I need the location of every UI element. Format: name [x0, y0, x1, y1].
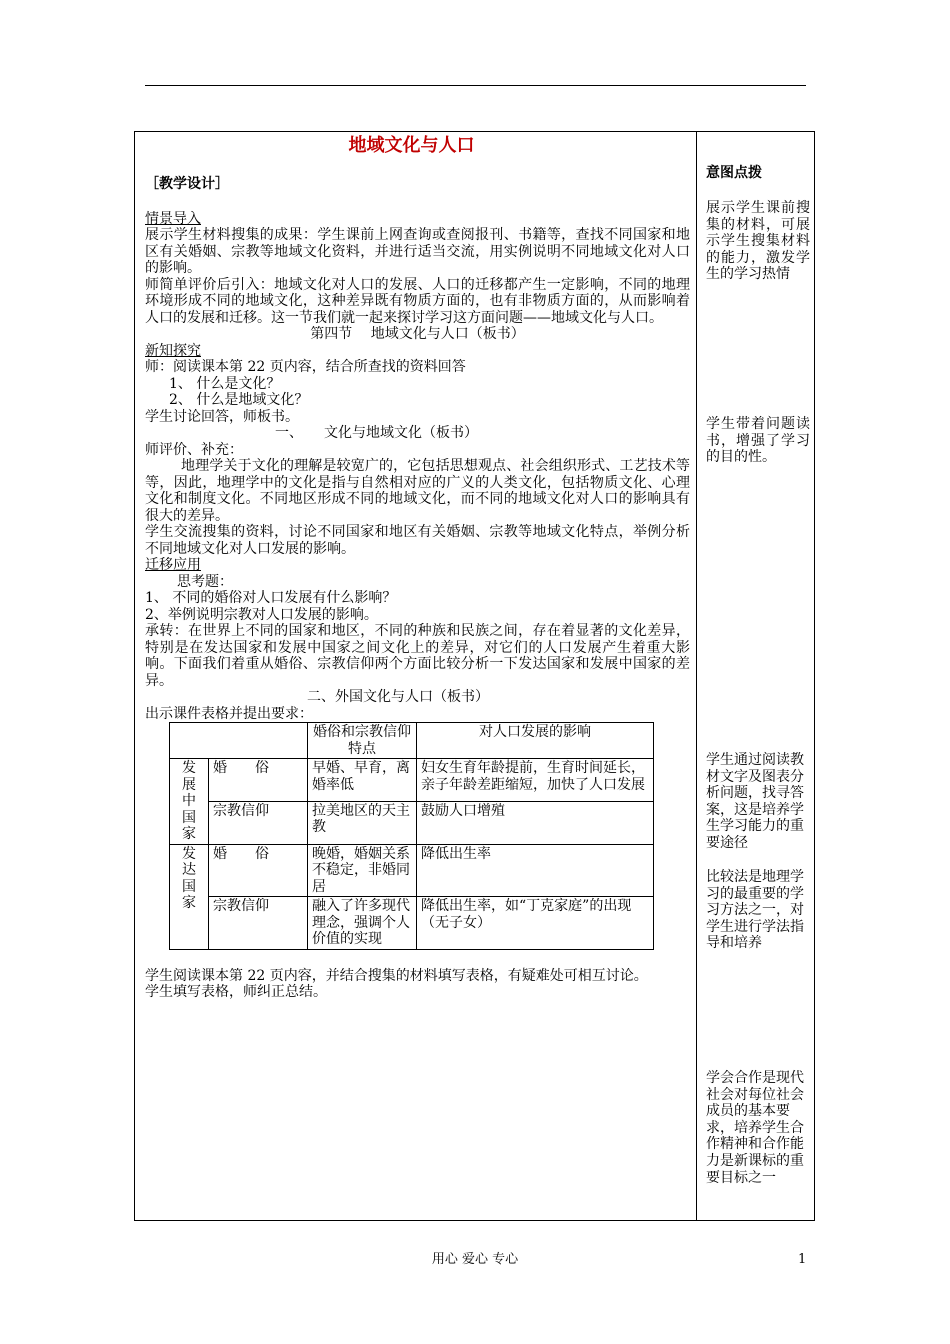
- row-impact: 降低出生率: [417, 844, 654, 897]
- apply-heading: 迁移应用: [145, 557, 201, 573]
- board-title-4: 第四节 地域文化与人口（板书）: [310, 326, 525, 342]
- section-label: ［教学设计］: [145, 176, 229, 192]
- explore-paragraph-4: 地理学关于文化的理解是较宽广的，它包括思想观点、社会组织形式、工艺技术等等，因此，地理学中的文化是指与自然相对应的广义的人类文化，包括物质文化、心理文化和制度文化。不同地区形成不同的地域文化，而不同的地域文化对人口的影响具有很大的差异。: [145, 458, 690, 524]
- row-label: 婚 俗: [209, 844, 308, 897]
- row-feature: 早婚、早育，离婚率低: [308, 759, 417, 802]
- footer-slogan: 用心 爱心 专心: [431, 1252, 519, 1267]
- intro-paragraph-2: 师简单评价后引入：地域文化对人口的发展、人口的迁移都产生一定影响，不同的地理环境形成不同的地域文化，这种差异既有物质方面的，也有非物质方面的，从而影响着人口的发展和迁移。这一节我们就一起来探讨学习这方面问题——地域文化与人口。: [145, 276, 690, 326]
- question-1: 1、 什么是文化？: [169, 375, 281, 392]
- explore-paragraph-2: 学生讨论回答，师板书。: [145, 408, 299, 425]
- row-impact: 降低出生率，如“丁克家庭”的出现（无子女）: [417, 897, 654, 950]
- comparison-table: [169, 722, 654, 950]
- page-title: 地域文化与人口: [348, 135, 475, 156]
- row-feature: 融入了许多现代理念，强调个人价值的实现: [308, 897, 417, 950]
- apply-paragraph-1: 承转：在世界上不同的国家和地区，不同的种族和民族之间，存在着显著的文化差异，特别是在发达国家和发展中国家之间文化上的差异，对它们的人口发展产生着重大影响。下面我们着重从婚俗、宗教信仰两个方面比较分析一下发达国家和发展中国家的差异。: [145, 623, 690, 689]
- side-note-1: 展示学生课前搜集的材料，可展示学生搜集材料的能力，激发学生的学习热情: [706, 200, 810, 283]
- explore-paragraph-3: 师评价、补充：: [145, 441, 243, 458]
- table-head-feature: 婚俗和宗教信仰特点: [308, 723, 417, 759]
- row-feature: 拉美地区的天主教: [308, 801, 417, 844]
- side-note-4: 比较法是地理学习的最重要的学习方法之一，对学生进行学法指导和培养: [706, 869, 804, 952]
- row-label: 宗教信仰: [209, 897, 308, 950]
- think-label: 思考题：: [177, 573, 233, 590]
- header-rule: [145, 85, 806, 86]
- think-question-2: 2、举例说明宗教对人口发展的影响。: [145, 606, 378, 623]
- intro-paragraph-1: 展示学生材料搜集的成果：学生课前上网查询或查阅报刊、书籍等，查找不同国家和地区有关婚姻、宗教等地域文化资料，并进行适当交流，用实例说明不同地域文化对人口的影响。: [145, 227, 690, 276]
- explore-heading: 新知探究: [145, 342, 201, 359]
- page-number: 1: [798, 1252, 807, 1267]
- board-title-2: 二、外国文化与人口（板书）: [307, 689, 489, 705]
- after-paragraph-2: 学生填写表格，师纠正总结。: [145, 984, 327, 1000]
- intro-heading: 情景导入: [145, 210, 201, 227]
- table-row: [170, 897, 654, 950]
- explore-paragraph-1: 师：阅读课本第 22 页内容，结合所查找的资料回答: [145, 359, 466, 375]
- table-head-impact: 对人口发展的影响: [417, 723, 654, 759]
- side-note-3: 学生通过阅读教材文字及图表分析问题，找寻答案，这是培养学生学习能力的重要途径: [706, 752, 804, 851]
- side-note-2: 学生带着问题读书，增强了学习的目的性。: [706, 416, 810, 466]
- table-row: [170, 844, 654, 897]
- main-column: [145, 133, 690, 1001]
- apply-paragraph-2: 出示课件表格并提出要求：: [145, 705, 313, 722]
- side-note-5: 学会合作是现代社会对每位社会成员的基本要求，培养学生合作精神和合作能力是新课标的重要目标之一: [706, 1070, 804, 1186]
- row-impact: 鼓励人口增殖: [417, 801, 654, 844]
- table-row: [170, 801, 654, 844]
- explore-paragraph-5: 学生交流搜集的资料，讨论不同国家和地区有关婚姻、宗教等地域文化特点，举例分析不同地域文化对人口发展的影响。: [145, 524, 690, 557]
- row-label: 宗教信仰: [209, 801, 308, 844]
- board-title-1: 一、 文化与地域文化（板书）: [275, 425, 478, 441]
- table-header-row: [170, 723, 654, 759]
- table-row: [170, 759, 654, 802]
- group-developing: 发展中国家: [170, 759, 209, 845]
- think-question-1: 1、 不同的婚俗对人口发展有什么影响？: [145, 590, 397, 606]
- row-impact: 妇女生育年龄提前，生育时间延长，亲子年龄差距缩短，加快了人口发展: [417, 759, 654, 802]
- group-developed: 发达国家: [170, 844, 209, 949]
- question-2: 2、 什么是地域文化？: [169, 392, 309, 408]
- after-paragraph-1: 学生阅读课本第 22 页内容，并结合搜集的材料填写表格，有疑难处可相互讨论。: [145, 967, 648, 984]
- column-divider: [696, 131, 697, 1221]
- row-label: 婚 俗: [209, 759, 308, 802]
- side-heading: 意图点拨: [706, 165, 762, 181]
- row-feature: 晚婚，婚姻关系不稳定，非婚同居: [308, 844, 417, 897]
